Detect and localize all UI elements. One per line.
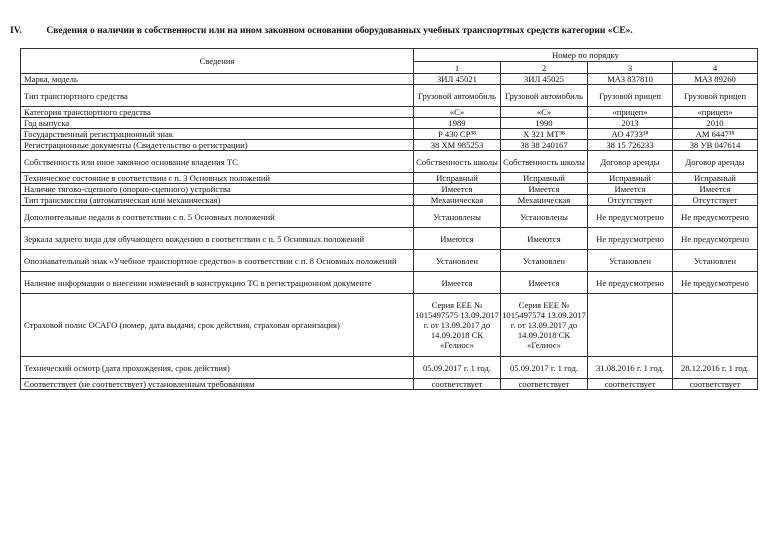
cell-value: Грузовой автомобиль bbox=[414, 85, 501, 107]
row-label: Техническое состояние в соответствии с п. 3 Основных положений bbox=[21, 173, 414, 184]
cell-value: Не предусмотрено bbox=[673, 206, 758, 228]
cell-value: Имеется bbox=[414, 272, 501, 294]
cell-value: Не предусмотрено bbox=[588, 228, 673, 250]
row-label: Дополнительные педали в соответствии с п. 5 Основных положений bbox=[21, 206, 414, 228]
cell-value: Отсутствует bbox=[588, 195, 673, 206]
cell-value: Грузовой автомобиль bbox=[501, 85, 588, 107]
cell-value: Р 430 СР³⁸ bbox=[414, 129, 501, 140]
row-label: Регистрационные документы (Свидетельство о регистрации) bbox=[21, 140, 414, 151]
cell-value: Механическая bbox=[501, 195, 588, 206]
cell-value: АО 4733³⁸ bbox=[588, 129, 673, 140]
cell-value: 2013 bbox=[588, 118, 673, 129]
cell-value: 05.09.2017 г. 1 год. bbox=[414, 357, 501, 379]
section-heading bbox=[10, 26, 770, 36]
row-label: Тип транспортного средства bbox=[21, 85, 414, 107]
cell-value: Исправный bbox=[501, 173, 588, 184]
cell-value: Собственность школы bbox=[414, 151, 501, 173]
row-label: Соответствует (не соответствует) установленным требованиям bbox=[21, 379, 414, 390]
cell-value: Исправный bbox=[414, 173, 501, 184]
cell-value: Имеются bbox=[414, 228, 501, 250]
column-number: 3 bbox=[588, 62, 673, 74]
vehicles-table bbox=[20, 48, 758, 390]
cell-value: 38 УВ 047614 bbox=[673, 140, 758, 151]
cell-value: Имеется bbox=[588, 184, 673, 195]
cell-value: Договор аренды bbox=[673, 151, 758, 173]
cell-value: ЗИЛ 45025 bbox=[501, 74, 588, 85]
table-row bbox=[21, 379, 758, 390]
table-body bbox=[21, 74, 758, 390]
cell-value: 31.08.2016 г. 1 год. bbox=[588, 357, 673, 379]
cell-value: Х 321 МТ³⁸ bbox=[501, 129, 588, 140]
cell-value: Установлены bbox=[414, 206, 501, 228]
table-row bbox=[21, 129, 758, 140]
section-title: Сведения о наличии в собственности или на ином законном основании оборудованных учебных транспортных средств категории «СЕ». bbox=[46, 26, 633, 36]
cell-value: 28.12.2016 г. 1 год. bbox=[673, 357, 758, 379]
table-row bbox=[21, 140, 758, 151]
table-row bbox=[21, 294, 758, 357]
table-row bbox=[21, 74, 758, 85]
cell-value: Договор аренды bbox=[588, 151, 673, 173]
table-row bbox=[21, 250, 758, 272]
cell-value: 05.09.2017 г. 1 год. bbox=[501, 357, 588, 379]
table-row bbox=[21, 195, 758, 206]
table-row bbox=[21, 151, 758, 173]
cell-value: соответствует bbox=[501, 379, 588, 390]
cell-value: 38 15 726233 bbox=[588, 140, 673, 151]
cell-value: Установлен bbox=[673, 250, 758, 272]
cell-value: Не предусмотрено bbox=[588, 206, 673, 228]
cell-value: ЗИЛ 45021 bbox=[414, 74, 501, 85]
table-row bbox=[21, 118, 758, 129]
order-header: Номер по порядку bbox=[414, 49, 758, 62]
cell-value: Установлен bbox=[588, 250, 673, 272]
cell-value: Механическая bbox=[414, 195, 501, 206]
cell-value: Имеется bbox=[501, 272, 588, 294]
cell-value: Имеется bbox=[673, 184, 758, 195]
table-row bbox=[21, 107, 758, 118]
row-label: Страховой полис ОСАГО (номер, дата выдачи, срок действия, страховая организация) bbox=[21, 294, 414, 357]
cell-value: Не предусмотрено bbox=[673, 272, 758, 294]
cell-value: соответствует bbox=[588, 379, 673, 390]
cell-value bbox=[673, 294, 758, 357]
cell-value: Имеются bbox=[501, 228, 588, 250]
cell-value: Имеется bbox=[414, 184, 501, 195]
cell-value: «С» bbox=[414, 107, 501, 118]
info-header: Сведения bbox=[21, 49, 414, 74]
cell-value: «прицеп» bbox=[588, 107, 673, 118]
row-label: Наличие информации о внесении изменений в конструкцию ТС в регистрационном документе bbox=[21, 272, 414, 294]
cell-value bbox=[588, 294, 673, 357]
table-row bbox=[21, 184, 758, 195]
cell-value: Грузовой прицеп bbox=[673, 85, 758, 107]
cell-value: Серия ЕЕЕ № 1015497574 13.09.2017 г. от 13.09.2017 до 14.09.2018 СК «Гелиос» bbox=[501, 294, 588, 357]
column-number: 2 bbox=[501, 62, 588, 74]
cell-value: Установлены bbox=[501, 206, 588, 228]
cell-value: Исправный bbox=[673, 173, 758, 184]
row-label: Опознавательный знак «Учебное транспортное средство» в соответствии с п. 8 Основных положений bbox=[21, 250, 414, 272]
row-label: Наличие тягово-сцепного (опорно-сцепного) устройства bbox=[21, 184, 414, 195]
cell-value: 1989 bbox=[414, 118, 501, 129]
cell-value: Исправный bbox=[588, 173, 673, 184]
row-label: Год выпуска bbox=[21, 118, 414, 129]
cell-value: соответствует bbox=[673, 379, 758, 390]
column-number: 1 bbox=[414, 62, 501, 74]
cell-value: Не предусмотрено bbox=[588, 272, 673, 294]
table-row bbox=[21, 206, 758, 228]
row-label: Технический осмотр (дата прохождения, срок действия) bbox=[21, 357, 414, 379]
cell-value: 38 38 240167 bbox=[501, 140, 588, 151]
table-row bbox=[21, 85, 758, 107]
cell-value: Имеется bbox=[501, 184, 588, 195]
cell-value: «С» bbox=[501, 107, 588, 118]
cell-value: АМ 6447³⁸ bbox=[673, 129, 758, 140]
table-row bbox=[21, 228, 758, 250]
table-row bbox=[21, 357, 758, 379]
cell-value: соответствует bbox=[414, 379, 501, 390]
cell-value: Установлен bbox=[501, 250, 588, 272]
cell-value: МАЗ 837810 bbox=[588, 74, 673, 85]
cell-value: 38 ХМ 985253 bbox=[414, 140, 501, 151]
header-row bbox=[21, 49, 758, 62]
row-label: Категория транспортного средства bbox=[21, 107, 414, 118]
table-row bbox=[21, 173, 758, 184]
row-label: Тип трансмиссии (автоматическая или механическая) bbox=[21, 195, 414, 206]
cell-value: Установлен bbox=[414, 250, 501, 272]
table-row bbox=[21, 272, 758, 294]
cell-value: Серия ЕЕЕ № 1015497575 13.09.2017 г. от 13.09.2017 до 14.09.2018 СК «Гелиос» bbox=[414, 294, 501, 357]
cell-value: Не предусмотрено bbox=[673, 228, 758, 250]
row-label: Марка, модель bbox=[21, 74, 414, 85]
cell-value: 2010 bbox=[673, 118, 758, 129]
cell-value: МАЗ 89260 bbox=[673, 74, 758, 85]
cell-value: 1990 bbox=[501, 118, 588, 129]
column-number: 4 bbox=[673, 62, 758, 74]
cell-value: Грузовой прицеп bbox=[588, 85, 673, 107]
row-label: Государственный регистрационный знак bbox=[21, 129, 414, 140]
section-number: IV. bbox=[10, 26, 22, 36]
cell-value: Собственность школы bbox=[501, 151, 588, 173]
row-label: Зеркала заднего вида для обучающего вождению в соответствии с п. 5 Основных положений bbox=[21, 228, 414, 250]
cell-value: «прицеп» bbox=[673, 107, 758, 118]
row-label: Собственность или иное законное основание владения ТС bbox=[21, 151, 414, 173]
cell-value: Отсутствует bbox=[673, 195, 758, 206]
